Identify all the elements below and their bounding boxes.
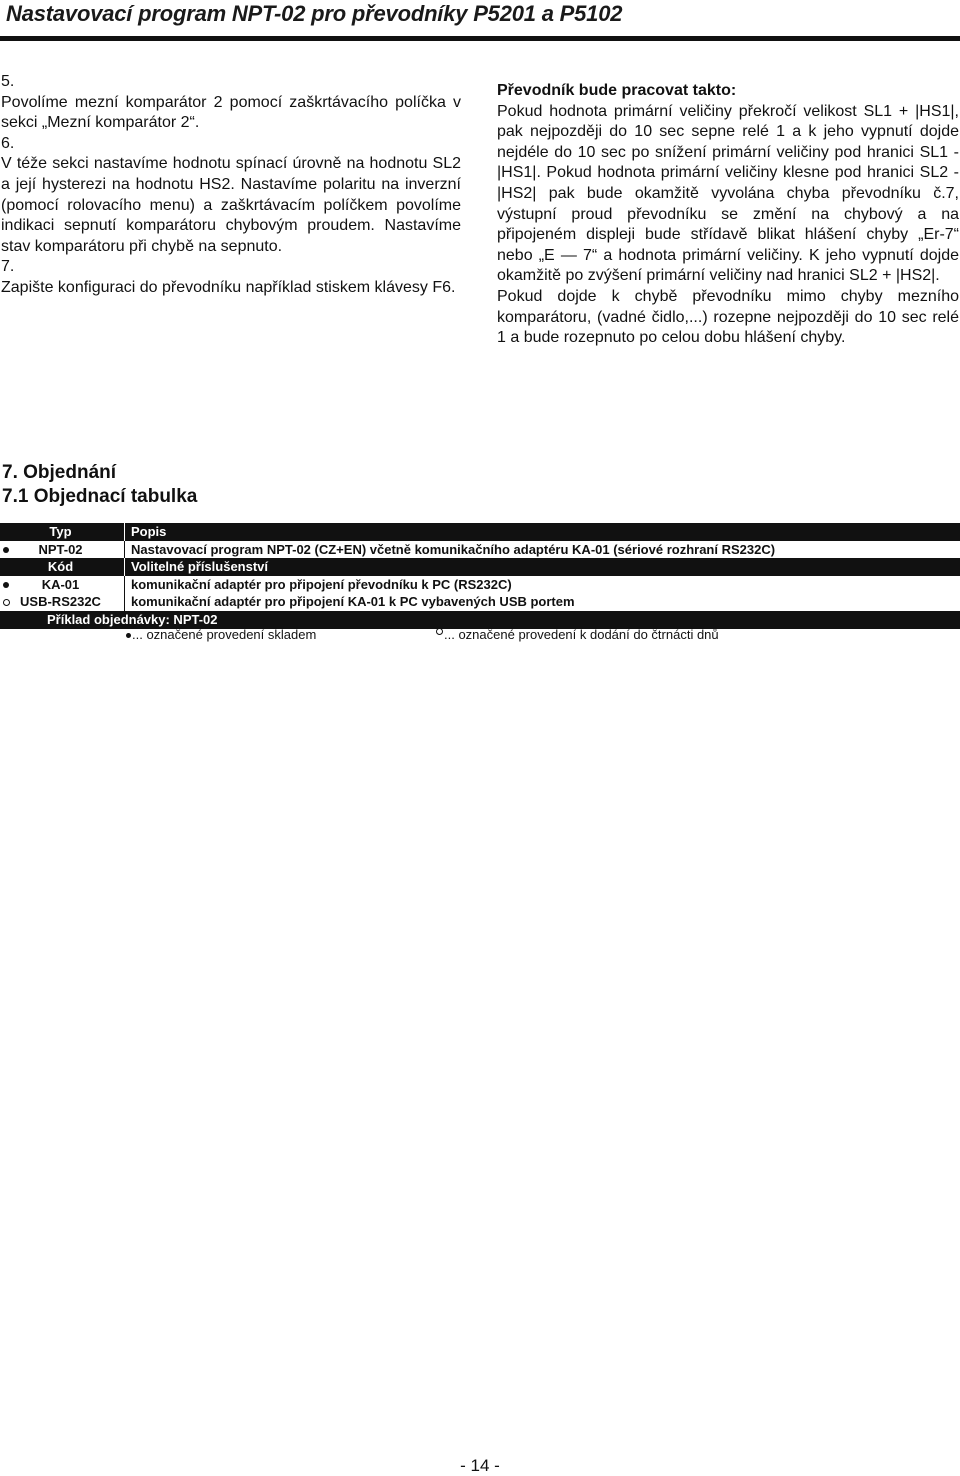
step-number: 7. — [1, 258, 15, 276]
page-header — [0, 0, 960, 44]
operation-paragraph: Pokud dojde k chybě převodníku mimo chyby mezního komparátoru, (vadné čidlo,...) rozepne nejpozději do 10 sec relé 1 a bude rozepnuto po celou dobu hlášení chyby. — [497, 287, 959, 347]
product-code: NPT-02 — [38, 541, 83, 557]
column-header-desc: Popis — [124, 523, 166, 541]
table-row — [0, 541, 960, 559]
section-subtitle: 7.1 Objednací tabulka — [2, 486, 198, 507]
column-header-accessories: Volitelné příslušenství — [124, 558, 268, 576]
section-title: 7. Objednání — [2, 462, 117, 483]
order-table — [0, 523, 960, 629]
table-header-row — [0, 558, 960, 576]
accessory-desc: komunikační adaptér pro připojení převodníku k PC (RS232C) — [124, 576, 512, 594]
order-example: Příklad objednávky: NPT-02 — [47, 611, 218, 627]
legend-order — [436, 627, 719, 642]
order-example-row — [0, 611, 960, 629]
column-header-type: Typ — [49, 524, 72, 539]
operation-paragraph: Pokud hodnota primární veličiny překročí velikost SL1 + |HS1|, pak nejpozději do 10 sec sepne relé 1 a k jeho vypnutí dojde nejdéle do 10 sec po snížení primární veličiny pod hranici SL1 - |HS1|. Pokud hodnota primární veličiny klesne pod hranici SL2 - |HS2| pak bude okamžitě vyvolána chyba převodníku č.7, výstupní proud převodníku se změní na chybový a na připojeném displeji bude střídavě blikat hlášení chyby „Er-7“ nebo „E — 7“ a hodnota primární veličiny. K jeho vypnutí dojde okamžitě po zvýšení primární veličiny nad hranici SL2 + |HS2|. — [497, 102, 959, 285]
order-marker-icon — [436, 628, 443, 635]
step-text: Zapište konfiguraci do převodníku například stiskem klávesy F6. — [1, 278, 456, 296]
table-row — [0, 593, 960, 611]
header-rule — [0, 36, 960, 41]
accessory-desc: komunikační adaptér pro připojení KA-01 k PC vybavených USB portem — [124, 593, 575, 611]
stock-marker-icon — [126, 633, 131, 638]
accessory-code: KA-01 — [41, 576, 80, 592]
accessory-code: USB-RS232C — [20, 594, 101, 610]
legend-stock — [126, 627, 316, 642]
step-number: 5. — [1, 73, 15, 90]
table-header-row — [0, 523, 960, 541]
legend-stock-text: ... označené provedení skladem — [132, 627, 317, 642]
page-number: - 14 - — [460, 1456, 500, 1475]
table-row — [0, 576, 960, 594]
legend-order-text: ... označené provedení k dodání do čtrnácti dnů — [444, 627, 719, 642]
step-text: Povolíme mezní komparátor 2 pomocí zaškrtávacího políčka v sekci „Mezní komparátor 2“. — [1, 93, 461, 132]
page-header-title: Nastavovací program NPT-02 pro převodníky P5201 a P5102 — [6, 1, 623, 26]
left-column — [1, 72, 461, 299]
operation-title: Převodník bude pracovat takto: — [497, 82, 737, 99]
column-header-code: Kód — [47, 559, 74, 575]
product-desc: Nastavovací program NPT-02 (CZ+EN) včetně komunikačního adaptéru KA-01 (sériové rozhraní RS232C) — [124, 541, 775, 559]
step-text: V téže sekci nastavíme hodnotu spínací úrovně na hodnotu SL2 a její hysterezi na hodnotu HS2. Nastavíme polaritu na inverzní (pomocí rolovacího menu) a zaškrtávacím políčkem povolíme indikaci sepnutí komparátoru chybovým proudem. Nastavíme stav komparátoru při chybě na sepnuto. — [1, 155, 461, 255]
step-number: 6. — [1, 134, 15, 152]
right-column — [497, 81, 959, 349]
